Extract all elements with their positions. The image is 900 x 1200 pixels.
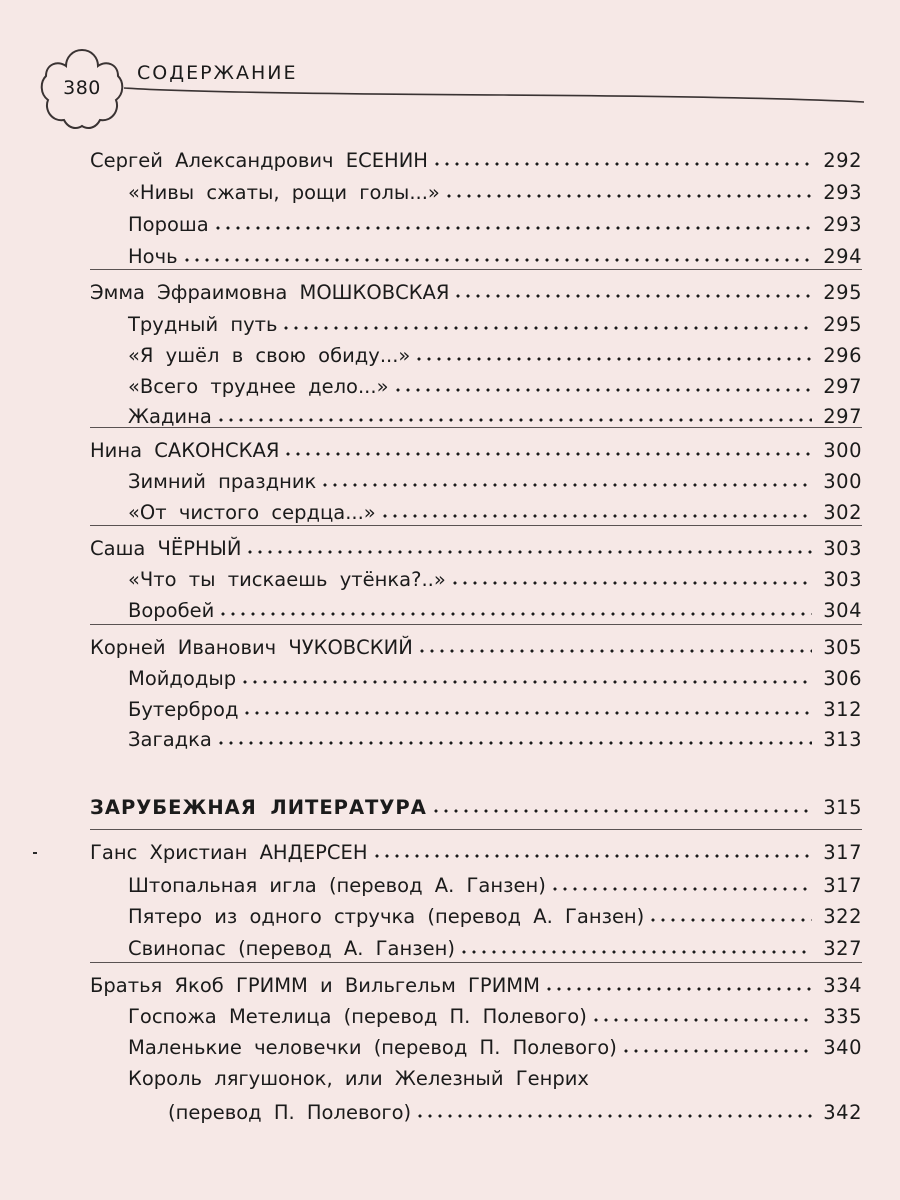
toc-entry-title: Маленькие человечки (перевод П. Полевого) xyxy=(128,1035,617,1059)
toc-entry-title: «Нивы сжаты, рощи голы...» xyxy=(128,180,440,204)
toc-entry-title: Штопальная игла (перевод А. Ганзен) xyxy=(128,873,546,897)
toc-page-number: 297 xyxy=(823,404,862,428)
toc-work-row[interactable] xyxy=(128,394,862,426)
toc-work-row[interactable] xyxy=(128,1025,862,1057)
toc-section-heading-row[interactable] xyxy=(90,785,862,817)
toc-page-number: 294 xyxy=(823,244,862,268)
toc-author-row[interactable] xyxy=(90,138,862,170)
toc-page-number: 317 xyxy=(823,873,862,897)
page-header xyxy=(0,0,900,130)
toc-entry-title: Пороша xyxy=(128,212,209,236)
toc-entry-title: «От чистого сердца...» xyxy=(128,500,376,524)
toc-work-row[interactable] xyxy=(128,687,862,719)
dot-leader xyxy=(415,1114,812,1118)
dot-leader xyxy=(216,741,812,745)
toc-entry-title: Король лягушонок, или Железный Генрих xyxy=(128,1066,589,1090)
toc-entry-title: Трудный путь xyxy=(128,312,278,336)
toc-page-number: 340 xyxy=(823,1035,862,1059)
toc-page-number: 300 xyxy=(823,438,862,462)
toc-page-number: 313 xyxy=(823,727,862,751)
toc-entry-title: Воробей xyxy=(128,598,215,622)
toc-section-heading: ЗАРУБЕЖНАЯ ЛИТЕРАТУРА xyxy=(90,795,427,819)
toc-page-number: 297 xyxy=(823,374,862,398)
toc-page-number: 302 xyxy=(823,500,862,524)
header-rule xyxy=(124,86,864,106)
dot-leader xyxy=(380,514,812,518)
toc-entry-title: Пятеро из одного стручка (перевод А. Ганзен) xyxy=(128,904,645,928)
toc-entry-title: «Что ты тискаешь утёнка?..» xyxy=(128,567,446,591)
toc-work-row[interactable] xyxy=(128,894,862,926)
toc-work-row[interactable] xyxy=(128,557,862,589)
dot-leader xyxy=(432,162,812,166)
dot-leader xyxy=(648,918,812,922)
toc-author-row[interactable] xyxy=(90,526,862,558)
toc-page-number: 335 xyxy=(823,1004,862,1028)
dot-leader xyxy=(450,581,812,585)
toc-page-number: 300 xyxy=(823,469,862,493)
dot-leader xyxy=(216,418,812,422)
toc-work-row[interactable] xyxy=(128,588,862,620)
dot-leader xyxy=(245,550,812,554)
dot-leader xyxy=(320,483,812,487)
toc-entry-title: Ганс Христиан АНДЕРСЕН xyxy=(90,840,368,864)
toc-author-row[interactable] xyxy=(90,830,862,862)
dot-leader xyxy=(459,950,812,954)
toc-work-row[interactable] xyxy=(128,1056,862,1088)
toc-page-number: 327 xyxy=(823,936,862,960)
toc-work-row[interactable] xyxy=(128,170,862,202)
margin-mark xyxy=(33,852,37,854)
toc-work-row[interactable] xyxy=(128,202,862,234)
toc-page-number: 312 xyxy=(823,697,862,721)
toc-page-number: 306 xyxy=(823,666,862,690)
toc-work-row[interactable] xyxy=(128,926,862,958)
dot-leader xyxy=(393,388,812,392)
dot-leader xyxy=(182,258,812,262)
toc-entry-title: Загадка xyxy=(128,727,212,751)
toc-page-number: 317 xyxy=(823,840,862,864)
toc-entry-title: Свинопас (перевод А. Ганзен) xyxy=(128,936,455,960)
toc-work-row[interactable] xyxy=(128,717,862,749)
toc-entry-title: Госпожа Метелица (перевод П. Полевого) xyxy=(128,1004,587,1028)
toc-entry-title: Братья Якоб ГРИММ и Вильгельм ГРИММ xyxy=(90,973,540,997)
dot-leader xyxy=(414,357,812,361)
toc-page-number: 305 xyxy=(823,635,862,659)
toc-work-row[interactable] xyxy=(128,333,862,365)
dot-leader xyxy=(213,226,812,230)
toc-work-row[interactable] xyxy=(128,459,862,491)
dot-leader xyxy=(431,809,812,813)
dot-leader xyxy=(453,294,812,298)
toc-author-row[interactable] xyxy=(90,428,862,460)
toc-entry-title: Мойдодыр xyxy=(128,666,237,690)
toc-entry-title: Нина САКОНСКАЯ xyxy=(90,438,280,462)
toc-page-number: 303 xyxy=(823,536,862,560)
toc-entry-title: Саша ЧЁРНЫЙ xyxy=(90,536,242,560)
toc-work-row[interactable] xyxy=(128,863,862,895)
toc-entry-title: Корней Иванович ЧУКОВСКИЙ xyxy=(90,635,413,659)
toc-work-continuation-row[interactable] xyxy=(168,1090,862,1122)
toc-author-row[interactable] xyxy=(90,625,862,657)
toc-entry-title: Жадина xyxy=(128,404,212,428)
dot-leader xyxy=(372,854,813,858)
toc-work-row[interactable] xyxy=(128,994,862,1026)
toc-entry-title: «Всего труднее дело...» xyxy=(128,374,389,398)
toc-page-number: 293 xyxy=(823,180,862,204)
dot-leader xyxy=(544,987,812,991)
page-number: 380 xyxy=(63,77,101,99)
toc-page-number: 334 xyxy=(823,973,862,997)
dot-leader xyxy=(242,711,812,715)
dot-leader xyxy=(417,649,812,653)
dot-leader xyxy=(281,326,812,330)
toc-entry-title: Ночь xyxy=(128,244,178,268)
toc-entry-title: (перевод П. Полевого) xyxy=(168,1100,412,1124)
toc-page-number: 303 xyxy=(823,567,862,591)
section-title: СОДЕРЖАНИЕ xyxy=(137,62,298,84)
dot-leader xyxy=(621,1049,812,1053)
toc-entry-title: Сергей Александрович ЕСЕНИН xyxy=(90,148,428,172)
toc-page-number: 322 xyxy=(823,904,862,928)
toc-page-number: 295 xyxy=(823,280,862,304)
toc-page-number: 293 xyxy=(823,212,862,236)
dot-leader xyxy=(444,194,812,198)
toc-author-row[interactable] xyxy=(90,963,862,995)
toc-entry-title: Эмма Эфраимовна МОШКОВСКАЯ xyxy=(90,280,450,304)
toc-entry-title: Зимний праздник xyxy=(128,469,317,493)
toc-work-row[interactable] xyxy=(128,302,862,334)
toc-work-row[interactable] xyxy=(128,364,862,396)
dot-leader xyxy=(218,612,812,616)
dot-leader xyxy=(283,452,812,456)
toc-work-row[interactable] xyxy=(128,490,862,522)
toc-work-row[interactable] xyxy=(128,656,862,688)
toc-page-number: 292 xyxy=(823,148,862,172)
toc-entry-title: «Я ушёл в свою обиду...» xyxy=(128,343,411,367)
dot-leader xyxy=(550,887,812,891)
dot-leader xyxy=(591,1018,812,1022)
toc-page-number: 304 xyxy=(823,598,862,622)
toc-page-number: 342 xyxy=(823,1100,862,1124)
toc-page-number: 315 xyxy=(823,795,862,819)
toc-entry-title: Бутерброд xyxy=(128,697,239,721)
toc-page-number: 295 xyxy=(823,312,862,336)
toc-page-number: 296 xyxy=(823,343,862,367)
toc-author-row[interactable] xyxy=(90,270,862,302)
dot-leader xyxy=(240,680,812,684)
toc-work-row[interactable] xyxy=(128,234,862,266)
